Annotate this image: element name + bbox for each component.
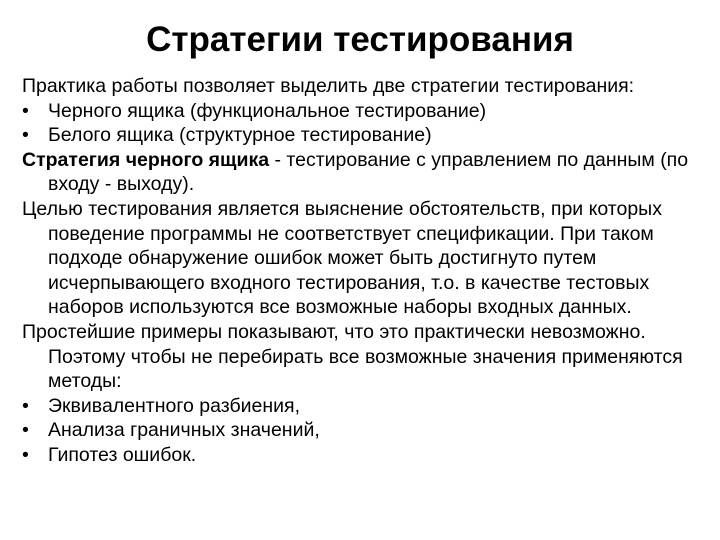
- black-box-term: Стратегия черного ящика: [22, 148, 270, 171]
- method-label: Гипотез ошибок.: [48, 443, 197, 466]
- bullet-icon: •: [22, 99, 29, 122]
- bullet-icon: •: [22, 394, 29, 417]
- black-box-definition: [22, 148, 712, 197]
- bullet-icon: •: [22, 419, 29, 442]
- goal-paragraph: Целью тестирования является выяснение обстоятельств, при которых поведение программы не соответствует спецификации. При таком подходе обнаружение ошибок может быть достигнуто путем исчерпывающего входного тестирования, т.о. в качестве тестовых наборов используются все возможные наборы входных данных.: [22, 197, 662, 319]
- examples-paragraph: Простейшие примеры показывают, что это практически невозможно. Поэтому чтобы не перебирать все возможные значения применяются методы:: [22, 320, 683, 393]
- strategy-item-white-box: [22, 123, 712, 148]
- bullet-icon: •: [22, 443, 29, 466]
- bullet-icon: •: [22, 124, 29, 147]
- method-item-equivalence: [22, 394, 712, 419]
- slide-title: Стратегии тестирования: [146, 20, 574, 59]
- strategy-item-black-box: [22, 99, 712, 124]
- slide-body: [22, 74, 712, 468]
- strategy-label: Белого ящика (структурное тестирование): [48, 124, 432, 147]
- method-label: Эквивалентного разбиения,: [48, 394, 301, 417]
- black-box-description: - тестирование с управлением по данным (по входу - выходу).: [48, 148, 689, 196]
- method-label: Анализа граничных значений,: [48, 419, 320, 442]
- method-item-boundary: [22, 418, 712, 443]
- intro-paragraph: Практика работы позволяет выделить две стратегии тестирования:: [22, 75, 635, 97]
- strategy-label: Черного ящика (функциональное тестирование): [48, 99, 487, 122]
- method-item-error-guessing: [22, 443, 712, 468]
